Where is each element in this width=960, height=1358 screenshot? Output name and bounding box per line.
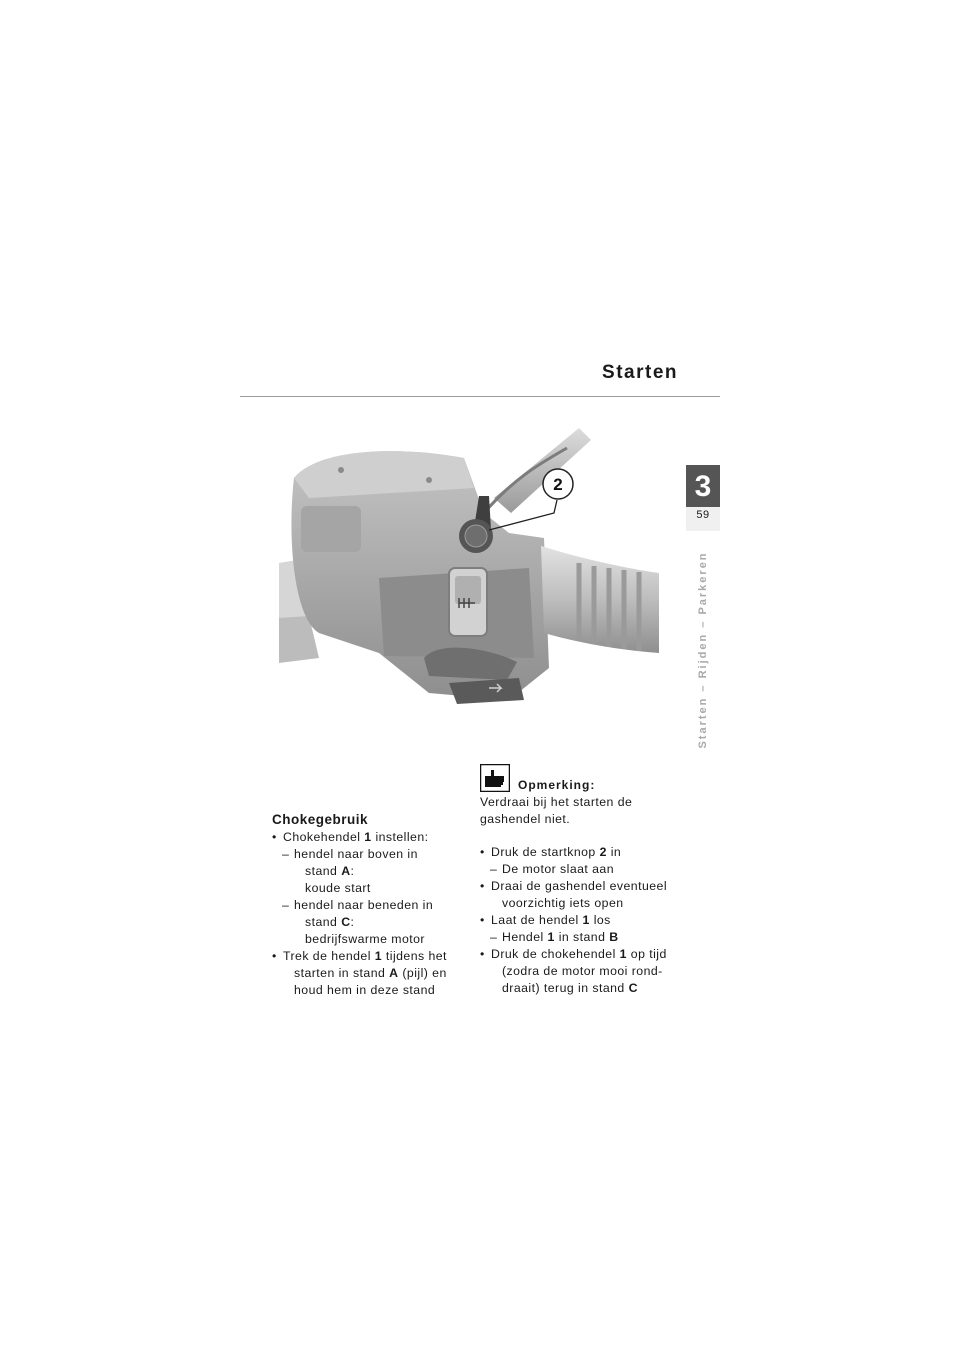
choke-section: Chokegebruik • Chokehendel 1 instellen: – hendel naar boven in stand A: koude start – hendel naar beneden in stand C: bedrijfswarme motor • Trek de hendel 1 tijdens het starten in stand A (pijl) en houd hem in deze stand <box>272 812 462 999</box>
chapter-side-label: Starten – Rijden – Parkeren <box>697 551 709 749</box>
section-heading: Chokegebruik <box>272 812 369 827</box>
handlebar-control-photo <box>279 418 662 720</box>
note-text: Verdraai bij het starten de <box>480 795 633 809</box>
title-rule <box>240 396 720 397</box>
note-hand-icon <box>480 764 510 792</box>
bullet-item: • Druk de startknop 2 in <box>480 844 675 861</box>
bullet-item: • Druk de chokehendel 1 op tijd <box>480 946 675 963</box>
note-text: gashendel niet. <box>480 812 571 826</box>
page-number: 59 <box>696 509 710 521</box>
bullet-item: • Laat de hendel 1 los <box>480 912 675 929</box>
chapter-number: 3 <box>686 465 720 507</box>
dash-item: – hendel naar beneden in <box>272 897 462 914</box>
note-label: Opmerking: <box>518 778 596 792</box>
bullet-item: • Chokehendel 1 instellen: <box>272 829 462 846</box>
dash-item: – Hendel 1 in stand B <box>480 929 675 946</box>
start-section: Opmerking: Verdraai bij het starten de gashendel niet. • Druk de startknop 2 in – De motor slaat aan • Draai de gashendel eventueel voorzichtig iets open • Laat de hendel 1 los – Hendel 1 in stand B • Druk de chokehendel 1 op tijd (zodra de motor mooi rond- draait) terug in stand C <box>480 762 675 997</box>
dash-item: – De motor slaat aan <box>480 861 675 878</box>
chapter-tab <box>686 465 720 531</box>
bullet-item: • Draai de gashendel eventueel <box>480 878 675 895</box>
page-title: Starten <box>602 362 678 383</box>
figure-callout-2: 2 <box>553 475 563 494</box>
dash-item: – hendel naar boven in <box>272 846 462 863</box>
bullet-item: • Trek de hendel 1 tijdens het <box>272 948 462 965</box>
note-header <box>480 762 675 792</box>
